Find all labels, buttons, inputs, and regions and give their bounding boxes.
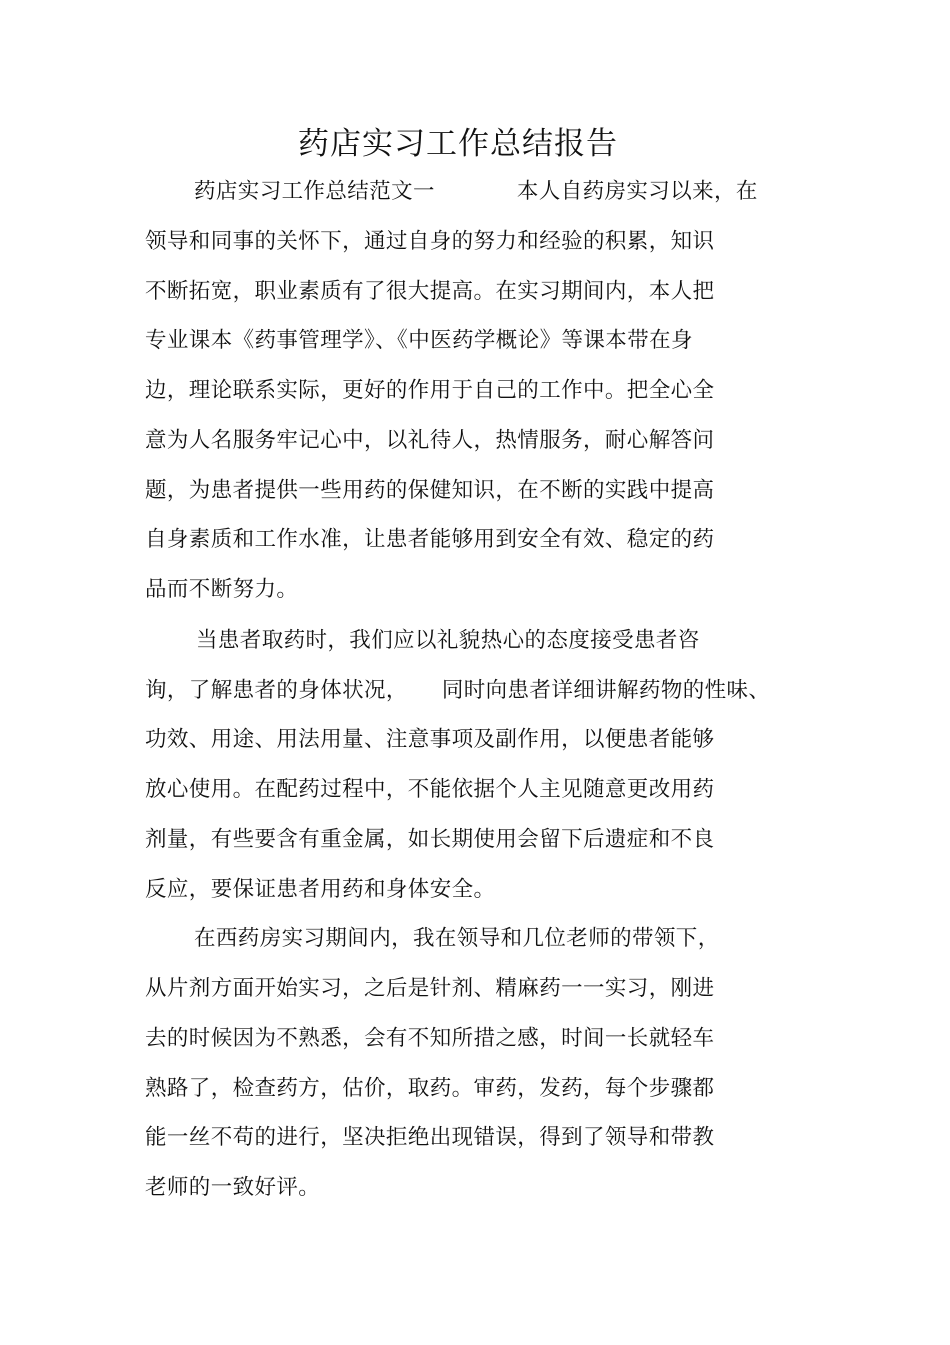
text-line-6: 意为人名服务牢记心中，以礼待人，热情服务，耐心解答问 [145, 428, 715, 453]
text-line-9: 品而不断努力。 [145, 577, 299, 602]
text-line-10: 当患者取药时，我们应以礼貌热心的态度接受患者咨 [196, 628, 700, 653]
text-line-5: 边，理论联系实际，更好的作用于自己的工作中。把全心全 [145, 378, 715, 403]
text-line-12: 功效、用途、用法用量、注意事项及副作用，以便患者能够 [145, 727, 715, 752]
text-line-3: 不断拓宽，职业素质有了很大提高。在实习期间内，本人把 [145, 279, 715, 304]
text-line-13: 放心使用。在配药过程中，不能依据个人主见随意更改用药 [145, 777, 715, 802]
text-line-1-part-a: 药店实习工作总结范文一 [194, 179, 435, 204]
text-line-11 [145, 676, 770, 706]
document-title: 药店实习工作总结报告 [298, 126, 618, 162]
text-line-1 [194, 177, 758, 207]
text-line-18: 去的时候因为不熟悉，会有不知所措之感，时间一长就轻车 [145, 1026, 715, 1051]
text-line-8: 自身素质和工作水准，让患者能够用到安全有效、稳定的药 [145, 527, 715, 552]
text-line-21: 老师的一致好评。 [145, 1175, 321, 1200]
text-line-4: 专业课本《药事管理学》、《中医药学概论》等课本带在身 [145, 328, 693, 353]
text-line-7: 题，为患者提供一些用药的保健知识，在不断的实践中提高 [145, 478, 715, 503]
text-line-20: 能一丝不苟的进行，坚决拒绝出现错误，得到了领导和带教 [145, 1125, 715, 1150]
text-line-2: 领导和同事的关怀下，通过自身的努力和经验的积累，知识 [145, 229, 715, 254]
text-line-16: 在西药房实习期间内，我在领导和几位老师的带领下， [194, 926, 720, 951]
text-line-15: 反应，要保证患者用药和身体安全。 [145, 877, 496, 902]
text-line-11-part-a: 询，了解患者的身体状况， [145, 678, 408, 703]
text-line-17: 从片剂方面开始实习，之后是针剂、精麻药一一实习，刚进 [145, 976, 715, 1001]
text-line-1-part-b: 本人自药房实习以来，在 [516, 179, 758, 204]
text-line-14: 剂量，有些要含有重金属，如长期使用会留下后遗症和不良 [145, 827, 715, 852]
text-line-11-part-b: 同时向患者详细讲解药物的性味、 [441, 678, 771, 703]
text-line-19: 熟路了，检查药方，估价，取药。审药，发药，每个步骤都 [145, 1076, 715, 1101]
